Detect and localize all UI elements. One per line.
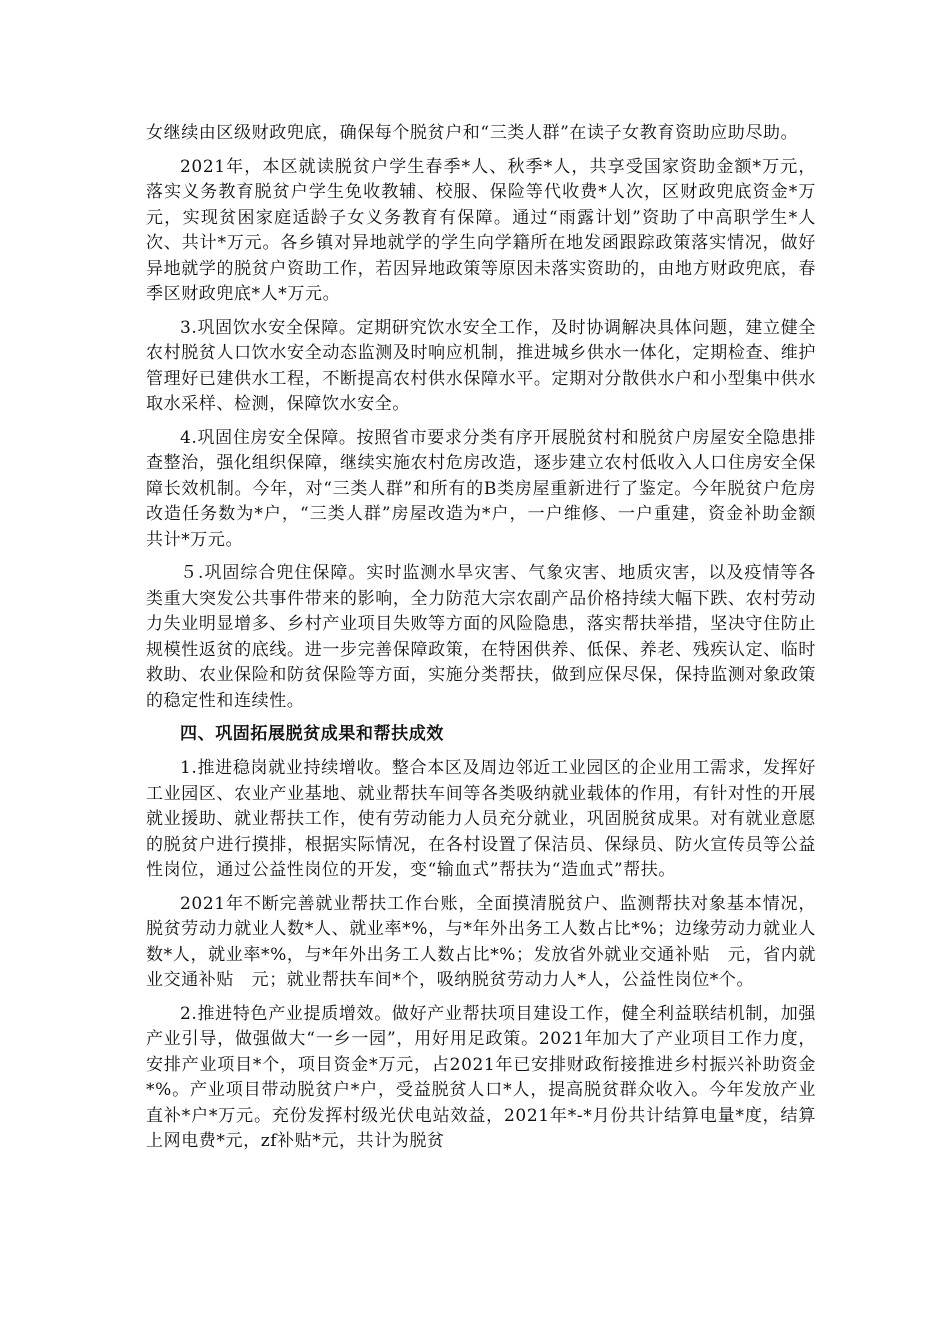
paragraph-water-safety: 3.巩固饮水安全保障。定期研究饮水安全工作，及时协调解决具体问题，建立健全农村脱贫人口饮水安全动态监测及时响应机制，推进城乡供水一体化，定期检查、维护管理好已建供水工程，不断提高农村供水保障水平。定期对分散供水户和小型集中供水取水采样、检测，保障饮水安全。 bbox=[146, 317, 816, 414]
paragraph-education-continued: 女继续由区级财政兜底，确保每个脱贫户和“三类人群”在读子女教育资助应助尽助。 bbox=[146, 123, 799, 143]
paragraph-education-2021: 2021年，本区就读脱贫户学生春季*人、秋季*人，共享受国家资助金额*万元，落实义务教育脱贫户学生免收教辅、校服、保险等代收费*人次，区财政兜底资金*万元，实现贫困家庭适龄子女义务教育有保障。通过“雨露计划”资助了中高职学生*人次、共计*万元。各乡镇对异地就学的学生向学籍所在地发函跟踪政策落实情况，做好异地就学的脱贫户资助工作，若因异地政策等原因未落实资助的，由地方财政兜底，春季区财政兜底*人*万元。 bbox=[146, 156, 816, 304]
paragraph-employment: 1.推进稳岗就业持续增收。整合本区及周边邻近工业园区的企业用工需求，发挥好工业园区、农业产业基地、就业帮扶车间等各类吸纳就业载体的作用，有针对性的开展就业援助、就业帮扶工作，使有劳动能力人员充分就业，巩固脱贫成果。对有就业意愿的脱贫户进行摸排，根据实际情况，在各村设置了保洁员、保绿员、防火宣传员等公益性岗位，通过公益性岗位的开发，变“输血式”帮扶为“造血式”帮扶。 bbox=[146, 758, 816, 880]
paragraph-housing-safety: 4.巩固住房安全保障。按照省市要求分类有序开展脱贫村和脱贫户房屋安全隐患排查整治，强化组织保障，继续实施农村危房改造，逐步建立农村低收入人口住房安全保障长效机制。今年，对“三类人群”和所有的B类房屋重新进行了鉴定。今年脱贫户危房改造任务数为*户，“三类人群”房屋改造为*户，一户维修、一户重建，资金补助金额共计*万元。 bbox=[146, 427, 816, 550]
paragraph-employment-2021: 2021年不断完善就业帮扶工作台账，全面摸清脱贫户、监测帮扶对象基本情况，脱贫劳动力就业人数*人、就业率*%，与*年外出务工人数占比*%；边缘劳动力就业人数*人，就业率*%，与*年外出务工人数占比*%；发放省外就业交通补贴 元，省内就业交通补贴 元；就业帮扶车间*个，吸纳脱贫劳动力人*人，公益性岗位*个。 bbox=[146, 893, 816, 990]
paragraph-industry: 2.推进特色产业提质增效。做好产业帮扶项目建设工作，健全利益联结机制，加强产业引导，做强做大“一乡一园”，用好用足政策。2021年加大了产业项目工作力度，安排产业项目*个，项目资金*万元，占2021年已安排财政衔接推进乡村振兴补助资金*%。产业项目带动脱贫户*户，受益脱贫人口*人，提高脱贫群众收入。今年发放产业直补*户*万元。充份发挥村级光伏电站效益，2021年*-*月份共计结算电量*度，结算上网电费*元，zf补贴*元，共计为脱贫 bbox=[146, 1003, 816, 1151]
section-heading: 四、巩固拓展脱贫成果和帮扶成效 bbox=[180, 724, 444, 744]
paragraph-comprehensive-guarantee: ５.巩固综合兜住保障。实时监测水旱灾害、气象灾害、地质灾害，以及疫情等各类重大突发公共事件带来的影响，全力防范大宗农副产品价格持续大幅下跌、农村劳动力失业明显增多、乡村产业项目失败等方面的风险隐患，落实帮扶举措，坚决守住防止规模性返贫的底线。进一步完善保障政策，在特困供养、低保、养老、残疾认定、临时救助、农业保险和防贫保险等方面，实施分类帮扶，做到应保尽保，保持监测对象政策的稳定性和连续性。 bbox=[146, 563, 816, 711]
